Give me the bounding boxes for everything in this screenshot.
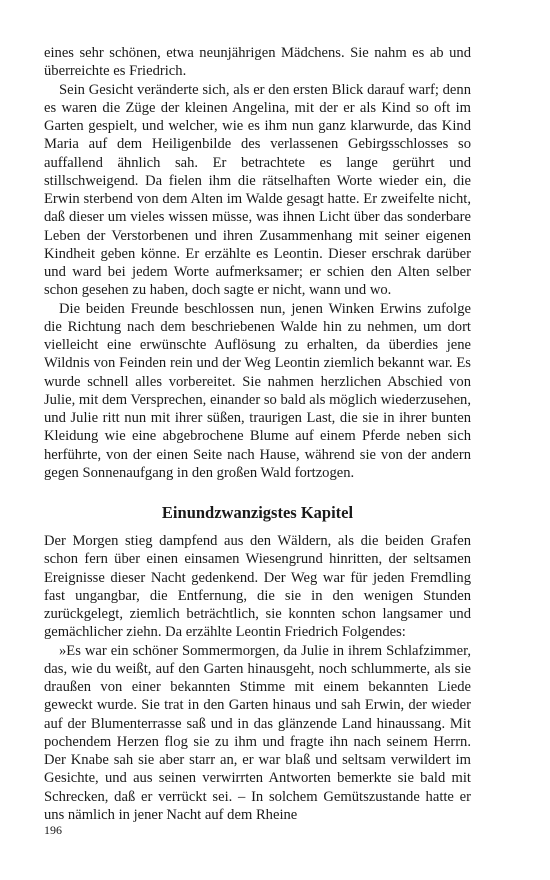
page-number: 196: [44, 823, 62, 837]
paragraph-continuation: eines sehr schönen, etwa neunjährigen Mädchens. Sie nahm es ab und überreichte es Friedrich.: [44, 45, 471, 80]
paragraph-morning: Der Morgen stieg dampfend aus den Wäldern, als die beiden Grafen schon fern über einen einsamen Wiesengrund hinritten, der seltsamen Ereignisse dieser Nacht gedenkend. Der Weg war für jeden Fremdling fast ungangbar, die Entfernung, die sie in den wenigen Stunden zurückgelegt, ziemlich beträchtlich, sie konnten schon langsamer und gemächlicher ziehn. Da erzählte Leontin Friedrich Folgendes:: [44, 533, 471, 641]
paragraph-portrait: Sein Gesicht veränderte sich, als er den ersten Blick darauf warf; denn es waren die Züge der kleinen Angelina, mit der er als Kind so oft im Garten gespielt, und welcher, wie es ihm nun ganz klarwurde, das Kind Maria auf dem Heiligenbilde des verlassenen Gebirgsschlosses so auffallend ähnlich sah. Er betrachtete es lange gerührt und stillschweigend. Da fielen ihm die rätselhaften Worte wieder ein, die Erwin sterbend von dem Alten im Walde gesagt hatte. Er zweifelte nicht, daß dieser um vieles wissen müsse, was ihnen Licht über das sonderbare Leben der Verstorbenen und ihren Zusammenhang mit seiner eigenen Kindheit geben könne. Er erzählte es Leontin. Dieser erschrak darüber und ward bei jedem Worte aufmerksamer; er schien den Alten selber schon gesehen zu haben, doch sagte er nicht, wann und wo.: [44, 81, 471, 299]
paragraph-story: »Es war ein schöner Sommermorgen, da Julie in ihrem Schlafzimmer, das, wie du weißt, auf den Garten hinausgeht, noch schlummerte, als sie draußen von einer bekannten Stimme mit einem bekannten Liede geweckt wurde. Sie trat in den Garten hinaus und sah Erwin, der wieder auf der Blumenterrasse saß und in das glänzende Land hinaussang. Mit pochendem Herzen flog sie zu ihm und fragte ihn nach seinem Herrn. Der Knabe sah sie aber starr an, er war blaß und seltsam verwildert im Gesichte, und aus seinen verwirrten Antworten bemerkte sie bald mit Schrecken, daß er verrückt sei. – In solchem Gemütszustande hatte er uns nämlich in jener Nacht auf dem Rheine: [44, 642, 471, 823]
chapter-title: Einundzwanzigstes Kapitel: [161, 503, 354, 522]
page-body: [44, 44, 471, 824]
paragraph-departure: Die beiden Freunde beschlossen nun, jenen Winken Erwins zufolge die Richtung nach dem beschriebenen Walde hin zu nehmen, um dort vielleicht eine erwünschte Auflösung zu erhalten, da überdies jene Wildnis von Feinden rein und der Weg Leontin ziemlich bekannt war. Es wurde schnell alles vorbereitet. Sie nahmen herzlichen Abschied von Julie, mit dem Versprechen, einander so bald als möglich wiederzusehen, und Julie ritt nun mit ihrer süßen, traurigen Last, die sie in ihrer bunten Kleidung wie eine abgebrochene Blume auf einem Pferde neben sich herführte, von der einen Seite nach Hause, während sie von der andern gegen Sonnenaufgang in den großen Wald fortzogen.: [44, 300, 471, 481]
